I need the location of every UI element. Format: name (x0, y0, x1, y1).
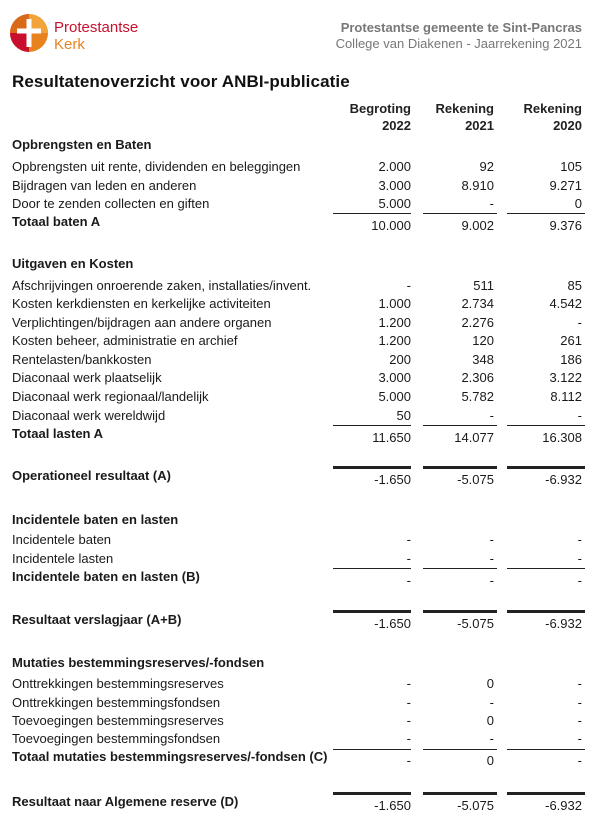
value-begroting-2022: 1.000 (378, 296, 411, 311)
logo-wordmark (54, 19, 138, 53)
value-rekening-2020: 261 (560, 333, 582, 348)
column-header-begroting-2022 (331, 100, 411, 134)
value-rekening-2021: - (489, 731, 494, 746)
value-rekening-2021: 348 (472, 352, 494, 367)
table-row (0, 352, 608, 370)
value-begroting-2022: 3.000 (378, 178, 411, 193)
value-rekening-2020: 186 (560, 352, 582, 367)
value-rekening-2020: - (577, 315, 582, 330)
section-heading (0, 512, 608, 530)
row-label: Opbrengsten uit rente, dividenden en beleggingen (12, 159, 301, 174)
table-row (0, 296, 608, 314)
value-rekening-2020: 85 (567, 278, 582, 293)
column-header-line-2: 2021 (465, 118, 494, 133)
value-rekening-2020: -6.932 (545, 798, 582, 813)
value-begroting-2022: 1.200 (378, 333, 411, 348)
table-row (0, 333, 608, 351)
row-label: Uitgaven en Kosten (12, 256, 134, 271)
value-rekening-2021: 14.077 (454, 430, 494, 445)
table-row (0, 695, 608, 713)
value-rekening-2020: 8.112 (550, 389, 582, 404)
value-rekening-2020: 9.271 (549, 178, 582, 193)
value-rekening-2020: -6.932 (545, 616, 582, 631)
column-header-line-2: 2020 (553, 118, 582, 133)
value-rekening-2020: - (577, 695, 582, 710)
value-begroting-2022: 5.000 (378, 196, 411, 211)
section-heading (0, 655, 608, 673)
value-rekening-2020: - (577, 676, 582, 691)
logo-line-1: Protestantse (54, 19, 139, 36)
row-label: Verplichtingen/bijdragen aan andere organen (12, 315, 272, 330)
row-label: Totaal mutaties bestemmingsreserves/-fondsen (C) (12, 749, 328, 764)
result-row (0, 612, 608, 630)
row-label: Mutaties bestemmingsreserves/-fondsen (12, 655, 265, 670)
value-begroting-2022: -1.650 (374, 616, 411, 631)
value-rekening-2020: 105 (560, 159, 582, 174)
row-label: Diaconaal werk regionaal/landelijk (12, 389, 209, 404)
value-begroting-2022: 10.000 (371, 218, 411, 233)
row-label: Incidentele baten en lasten (12, 512, 179, 527)
value-rekening-2020: 0 (574, 196, 582, 211)
row-label: Onttrekkingen bestemmingsfondsen (12, 695, 221, 710)
value-rekening-2020: - (577, 408, 582, 423)
row-label: Incidentele baten en lasten (B) (12, 569, 200, 584)
value-rekening-2021: 0 (486, 713, 494, 728)
column-header-line-1: Rekening (523, 101, 582, 116)
value-rekening-2021: - (489, 695, 494, 710)
row-label: Toevoegingen bestemmingsreserves (12, 713, 224, 728)
row-label: Resultaat naar Algemene reserve (D) (12, 794, 239, 809)
value-begroting-2022: 5.000 (378, 389, 411, 404)
value-rekening-2021: 0 (486, 753, 494, 768)
value-begroting-2022: 1.200 (378, 315, 411, 330)
value-begroting-2022: -1.650 (374, 798, 411, 813)
value-rekening-2020: 3.122 (549, 370, 582, 385)
value-begroting-2022: -1.650 (374, 472, 411, 487)
value-rekening-2020: - (577, 753, 582, 768)
value-rekening-2021: 0 (486, 676, 494, 691)
table-row (0, 159, 608, 177)
row-label: Afschrijvingen onroerende zaken, installaties/invent. (12, 278, 312, 293)
row-label: Totaal lasten A (12, 426, 104, 441)
row-label: Opbrengsten en Baten (12, 137, 152, 152)
table-row (0, 178, 608, 196)
total-row (0, 749, 608, 767)
value-begroting-2022: - (406, 695, 411, 710)
value-rekening-2020: - (577, 731, 582, 746)
value-begroting-2022: 11.650 (372, 430, 411, 445)
value-rekening-2021: - (489, 196, 494, 211)
value-rekening-2020: - (577, 573, 582, 588)
result-row (0, 468, 608, 486)
value-rekening-2021: -5.075 (457, 472, 494, 487)
row-label: Resultaat verslagjaar (A+B) (12, 612, 182, 627)
column-header-rekening-2021 (414, 100, 494, 134)
table-row (0, 731, 608, 749)
value-begroting-2022: 3.000 (378, 370, 411, 385)
table-row (0, 713, 608, 731)
value-begroting-2022: 2.000 (378, 159, 411, 174)
logo-line-2: Kerk (54, 36, 85, 53)
value-rekening-2021: 120 (472, 333, 494, 348)
protestantse-kerk-logo-icon (9, 13, 49, 53)
value-rekening-2021: 8.910 (461, 178, 494, 193)
organization-info (336, 20, 582, 52)
table-row (0, 551, 608, 569)
row-label: Diaconaal werk plaatselijk (12, 370, 162, 385)
column-header-line-1: Rekening (435, 101, 494, 116)
value-rekening-2020: -6.932 (545, 472, 582, 487)
column-header-line-1: Begroting (349, 101, 411, 116)
table-row (0, 196, 608, 214)
row-label: Toevoegingen bestemmingsfondsen (12, 731, 221, 746)
value-rekening-2020: 9.376 (549, 218, 582, 233)
table-row (0, 532, 608, 550)
section-heading (0, 137, 608, 155)
value-rekening-2021: -5.075 (457, 798, 494, 813)
value-rekening-2021: 2.276 (461, 315, 494, 330)
page-header (0, 0, 608, 60)
value-begroting-2022: 200 (389, 352, 411, 367)
column-header-rekening-2020 (502, 100, 582, 134)
value-begroting-2022: - (406, 532, 411, 547)
section-heading (0, 256, 608, 274)
organization-name: Protestantse gemeente te Sint-Pancras (340, 20, 582, 35)
table-row (0, 676, 608, 694)
value-begroting-2022: - (406, 753, 411, 768)
value-rekening-2021: - (489, 532, 494, 547)
value-begroting-2022: - (406, 278, 411, 293)
value-rekening-2020: - (577, 551, 582, 566)
row-label: Kosten kerkdiensten en kerkelijke activiteiten (12, 296, 271, 311)
table-row (0, 389, 608, 407)
value-rekening-2020: - (577, 713, 582, 728)
row-label: Bijdragen van leden en anderen (12, 178, 197, 193)
value-rekening-2020: - (577, 532, 582, 547)
row-label: Incidentele baten (12, 532, 112, 547)
result-row (0, 794, 608, 812)
value-begroting-2022: - (406, 731, 411, 746)
value-begroting-2022: - (406, 713, 411, 728)
table-row (0, 278, 608, 296)
column-header-line-2: 2022 (382, 118, 411, 133)
row-label: Kosten beheer, administratie en archief (12, 333, 238, 348)
value-rekening-2020: 4.542 (549, 296, 582, 311)
row-label: Diaconaal werk wereldwijd (12, 408, 166, 423)
value-rekening-2021: 92 (479, 159, 494, 174)
row-label: Rentelasten/bankkosten (12, 352, 152, 367)
total-row (0, 569, 608, 587)
value-rekening-2021: 9.002 (461, 218, 494, 233)
value-rekening-2021: - (489, 408, 494, 423)
value-rekening-2021: - (489, 573, 494, 588)
row-label: Onttrekkingen bestemmingsreserves (12, 676, 224, 691)
table-row (0, 408, 608, 426)
row-label: Incidentele lasten (12, 551, 114, 566)
value-rekening-2021: 511 (473, 278, 494, 293)
value-rekening-2021: 5.782 (461, 389, 494, 404)
value-rekening-2021: 2.306 (461, 370, 494, 385)
document-subtitle: College van Diakenen - Jaarrekening 2021 (335, 36, 582, 51)
value-rekening-2021: -5.075 (457, 616, 494, 631)
row-label: Door te zenden collecten en giften (12, 196, 210, 211)
value-rekening-2020: 16.308 (542, 430, 582, 445)
value-rekening-2021: - (489, 551, 494, 566)
value-begroting-2022: - (406, 551, 411, 566)
table-row (0, 315, 608, 333)
value-begroting-2022: 50 (396, 408, 411, 423)
value-begroting-2022: - (406, 573, 411, 588)
value-begroting-2022: - (406, 676, 411, 691)
table-row (0, 370, 608, 388)
value-rekening-2021: 2.734 (461, 296, 494, 311)
row-label: Operationeel resultaat (A) (12, 468, 171, 483)
total-row (0, 426, 608, 444)
row-label: Totaal baten A (12, 214, 101, 229)
page-title: Resultatenoverzicht voor ANBI-publicatie (12, 72, 350, 91)
total-row (0, 214, 608, 232)
